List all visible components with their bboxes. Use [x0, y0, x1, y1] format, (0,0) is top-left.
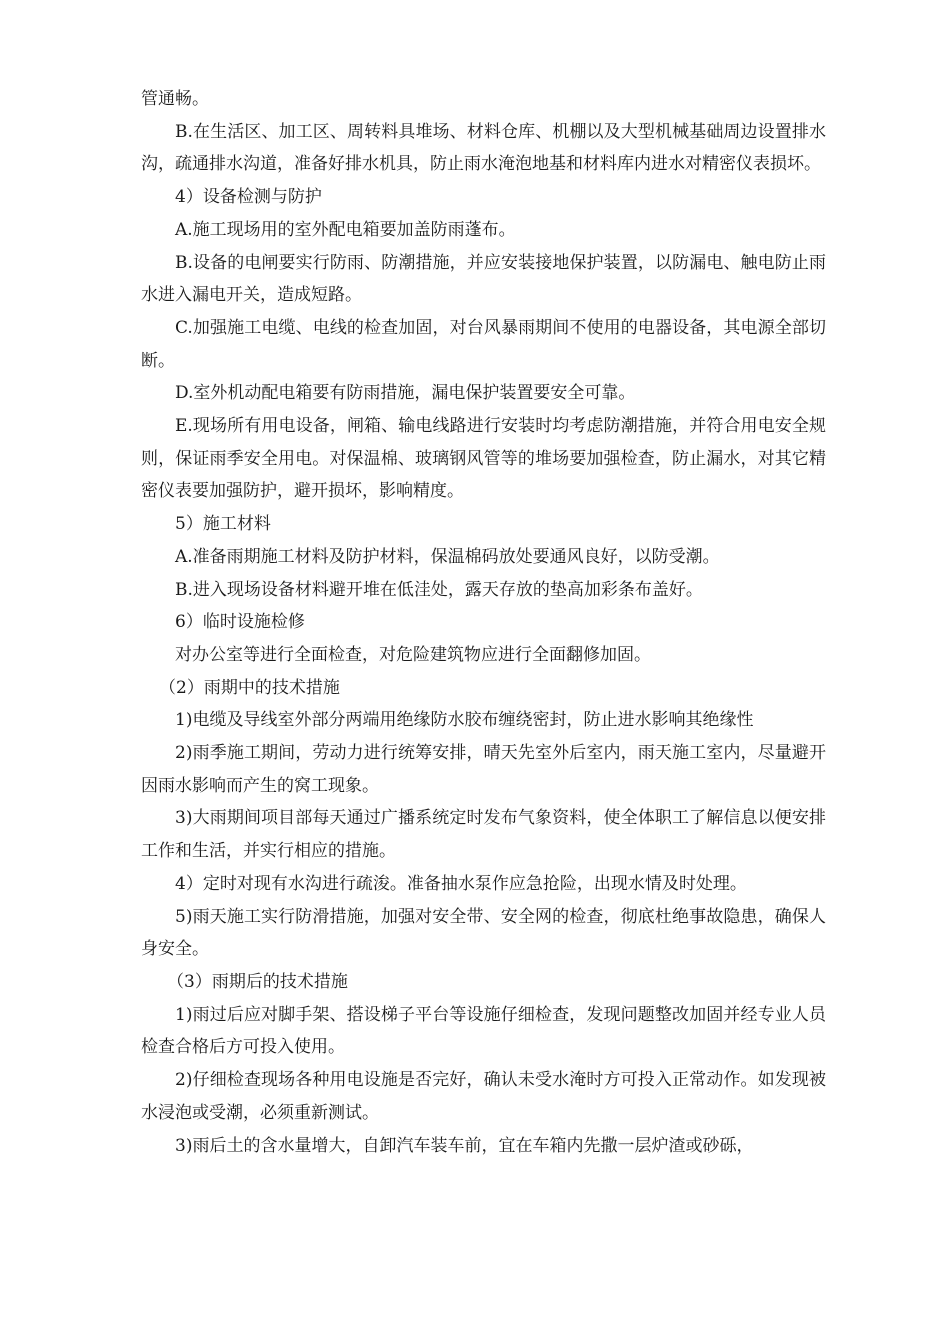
paragraph-rain-materials: A.准备雨期施工材料及防护材料，保温棉码放处要通风良好，以防受潮。: [175, 546, 720, 567]
paragraph-switch-protection: B.设备的电闸要实行防雨、防潮措施，并应安装接地保护装置，以防漏电、触电防止雨水进入漏电开关，造成短路。: [141, 252, 826, 306]
paragraph-office-inspection: 对办公室等进行全面检查，对危险建筑物应进行全面翻修加固。: [175, 644, 651, 665]
paragraph-cable-sealing: 1)电缆及导线室外部分两端用绝缘防水胶布缠绕密封，防止进水影响其绝缘性: [175, 710, 754, 731]
paragraph-ditch-dredging: 4）定时对现有水沟进行疏浚。准备抽水泵作应急抢险，出现水情及时处理。: [175, 873, 747, 894]
heading-equipment-inspection: 4）设备检测与防护: [175, 187, 322, 208]
paragraph-outdoor-distribution-box: A.施工现场用的室外配电箱要加盖防雨蓬布。: [175, 219, 516, 240]
paragraph-material-storage: B.进入现场设备材料避开堆在低洼处，露天存放的垫高加彩条布盖好。: [175, 579, 703, 600]
heading-construction-materials: 5）施工材料: [175, 514, 271, 535]
heading-after-rain-measures: （3）雨期后的技术措施: [167, 971, 348, 992]
paragraph-continuation: 管通畅。: [141, 89, 209, 109]
paragraph-weather-broadcast: 3)大雨期间项目部每天通过广播系统定时发布气象资料，使全体职工了解信息以便安排工作和生活，并实行相应的措施。: [141, 808, 826, 862]
heading-during-rain-measures: （2）雨期中的技术措施: [159, 677, 340, 698]
paragraph-electrical-safety: E.现场所有用电设备，闸箱、输电线路进行安装时均考虑防潮措施，并符合用电安全规则，保证雨季安全用电。对保温棉、玻璃钢风管等的堆场要加强检查，防止漏水，对其它精密仪表要加强防护，避开损坏，影响精度。: [141, 416, 826, 502]
document-body: [141, 83, 826, 1162]
paragraph-scaffold-check: 1)雨过后应对脚手架、搭设梯子平台等设施仔细检查，发现问题整改加固并经专业人员检查合格后方可投入使用。: [141, 1004, 826, 1058]
heading-temporary-facilities: 6）临时设施检修: [175, 612, 305, 633]
paragraph-labor-arrangement: 2)雨季施工期间，劳动力进行统筹安排，晴天先室外后室内，雨天施工室内，尽量避开因雨水影响而产生的窝工现象。: [141, 743, 826, 796]
paragraph-anti-slip: 5)雨天施工实行防滑措施，加强对安全带、安全网的检查，彻底杜绝事故隐患，确保人身安全。: [141, 906, 826, 960]
paragraph-soil-moisture: 3)雨后土的含水量增大，自卸汽车装车前，宜在车箱内先撒一层炉渣或砂砾，: [175, 1135, 754, 1156]
paragraph-mobile-distribution-box: D.室外机动配电箱要有防雨措施，漏电保护装置要安全可靠。: [175, 383, 636, 404]
paragraph-drainage-ditch: B.在生活区、加工区、周转料具堆场、材料仓库、机棚以及大型机械基础周边设置排水沟，疏通排水沟道，准备好排水机具，防止雨水淹泡地基和材料库内进水对精密仪表损坏。: [141, 121, 826, 175]
paragraph-electrical-check: 2)仔细检查现场各种用电设施是否完好，确认未受水淹时方可投入正常动作。如发现被水浸泡或受潮，必须重新测试。: [141, 1070, 826, 1123]
paragraph-cable-inspection: C.加强施工电缆、电线的检查加固，对台风暴雨期间不使用的电器设备，其电源全部切断。: [141, 317, 826, 371]
